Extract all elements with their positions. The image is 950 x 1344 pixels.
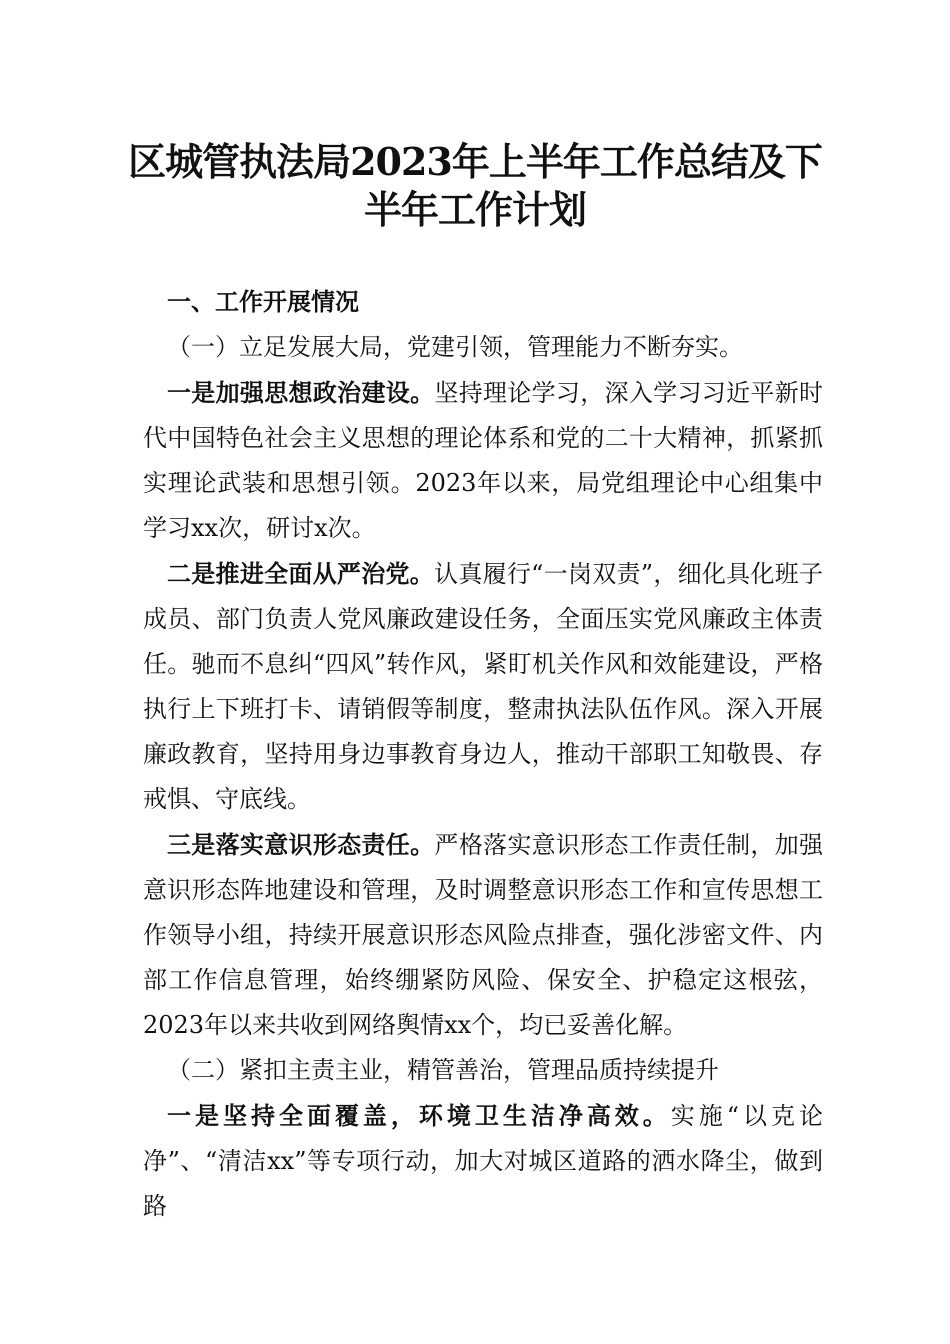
section-heading: 一、工作开展情况 — [167, 288, 359, 316]
paragraph-lead: 一是加强思想政治建设。 — [167, 378, 435, 407]
paragraph — [143, 551, 823, 822]
paragraph — [143, 370, 823, 551]
subsection-heading: （一）立足发展大局，党建引领，管理能力不断夯实。 — [167, 333, 743, 361]
paragraph-lead: 二是推进全面从严治党。 — [167, 559, 435, 588]
paragraph-text: 认真履行“一岗双责”，细化具化班子成员、部门负责人党风廉政建设任务，全面压实党风廉政主体责任。驰而不息纠“四风”转作风，紧盯机关作风和效能建设，严格执行上下班打卡、请销假等制度，整肃执法队伍作风。深入开展廉政教育，坚持用身边事教育身边人，推动干部职工知敬畏、存戒惧、守底线。 — [143, 560, 824, 813]
paragraph-text: 严格落实意识形态工作责任制，加强意识形态阵地建设和管理，及时调整意识形态工作和宣传思想工作领导小组，持续开展意识形态风险点排查，强化涉密文件、内部工作信息管理，始终绷紧防风险、保安全、护稳定这根弦，2023年以来共收到网络舆情xx个，均已妥善化解。 — [143, 831, 824, 1039]
document-body — [143, 280, 823, 1229]
paragraph-text: 实施“以克论净”、“清洁xx”等专项行动，加大对城区道路的洒水降尘，做到路 — [143, 1102, 823, 1220]
paragraph — [143, 822, 823, 1048]
paragraph-text: 坚持理论学习，深入学习习近平新时代中国特色社会主义思想的理论体系和党的二十大精神，抓紧抓实理论武装和思想引领。2023年以来，局党组理论中心组集中学习xx次，研讨x次。 — [143, 379, 824, 542]
paragraph-lead: 三是落实意识形态责任。 — [167, 830, 435, 859]
subsection-heading: （二）紧扣主责主业，精管善治，管理品质持续提升 — [167, 1056, 719, 1084]
paragraph-lead: 一是坚持全面覆盖，环境卫生洁净高效。 — [167, 1101, 671, 1130]
paragraph — [143, 1093, 823, 1229]
document-title: 区城管执法局2023年上半年工作总结及下半年工作计划 — [128, 139, 822, 232]
